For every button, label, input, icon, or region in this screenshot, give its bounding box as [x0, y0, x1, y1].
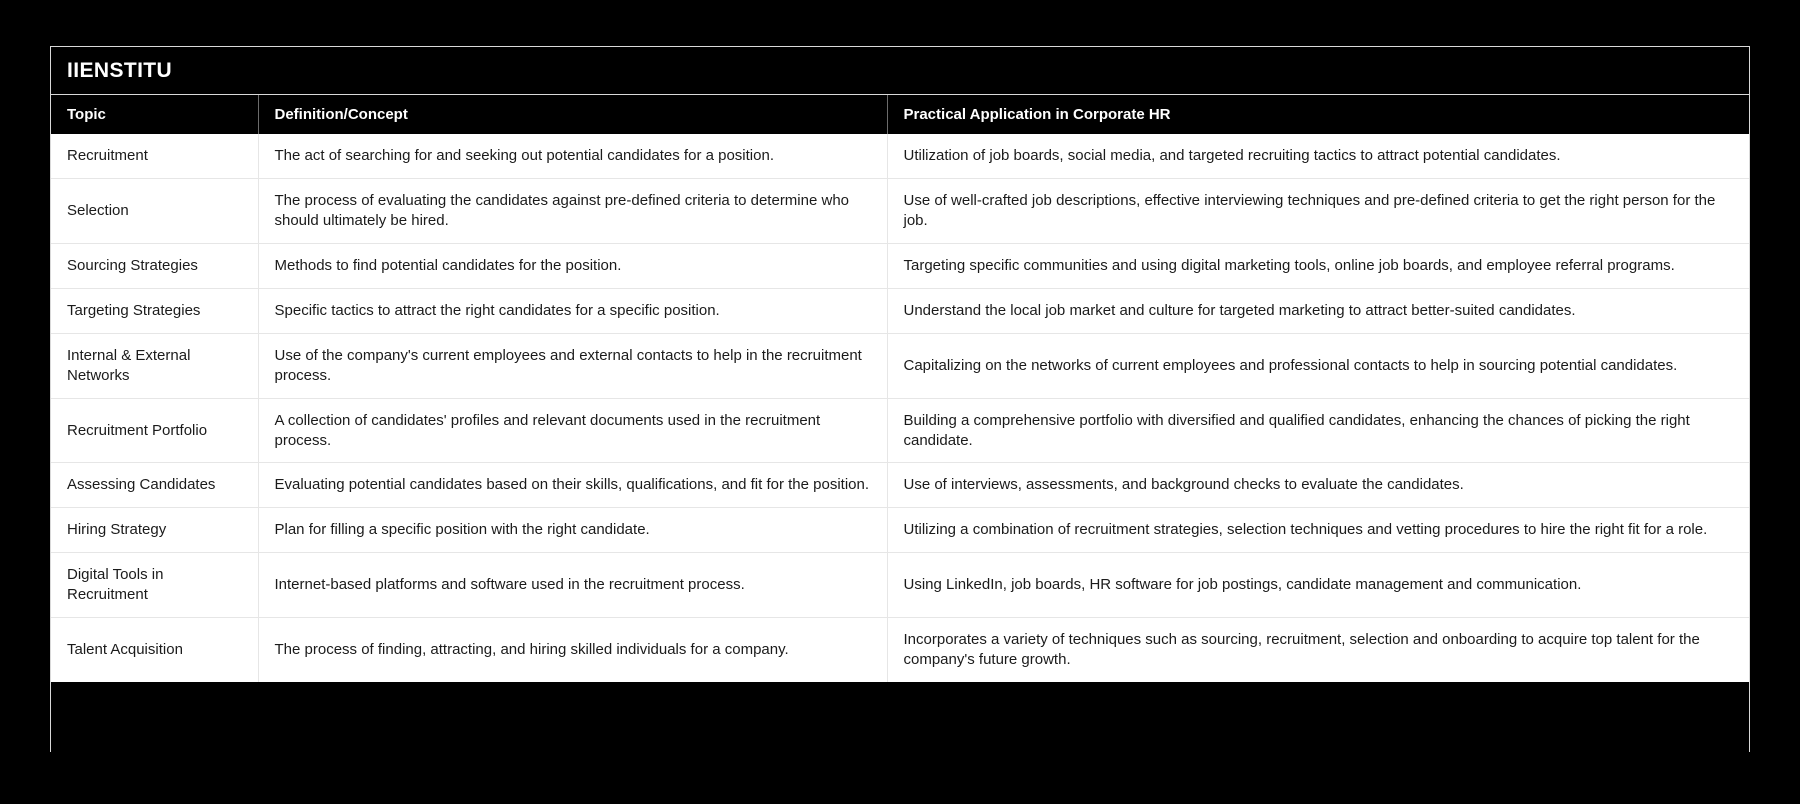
cell-definition: Evaluating potential candidates based on their skills, qualifications, and fit for the position.: [258, 463, 887, 508]
cell-application: Building a comprehensive portfolio with diversified and qualified candidates, enhancing the chances of picking the right candidate.: [887, 398, 1749, 463]
cell-topic: Recruitment: [51, 134, 258, 178]
cell-definition: The act of searching for and seeking out potential candidates for a position.: [258, 134, 887, 178]
table-row: [51, 243, 1749, 288]
table-row: [51, 288, 1749, 333]
table-row: [51, 508, 1749, 553]
cell-topic: Recruitment Portfolio: [51, 398, 258, 463]
column-header-topic: Topic: [51, 95, 258, 134]
cell-application: Targeting specific communities and using digital marketing tools, online job boards, and employee referral programs.: [887, 243, 1749, 288]
cell-topic: Hiring Strategy: [51, 508, 258, 553]
table-row: [51, 618, 1749, 682]
table-body: [51, 134, 1749, 682]
cell-topic: Sourcing Strategies: [51, 243, 258, 288]
table-row: [51, 333, 1749, 398]
table-header-row: [51, 95, 1749, 134]
table-row: [51, 134, 1749, 178]
table-head: [51, 95, 1749, 134]
cell-definition: Internet-based platforms and software used in the recruitment process.: [258, 553, 887, 618]
cell-topic: Targeting Strategies: [51, 288, 258, 333]
cell-definition: A collection of candidates' profiles and relevant documents used in the recruitment process.: [258, 398, 887, 463]
table-row: [51, 553, 1749, 618]
cell-topic: Digital Tools in Recruitment: [51, 553, 258, 618]
table-row: [51, 398, 1749, 463]
column-header-definition: Definition/Concept: [258, 95, 887, 134]
cell-application: Utilizing a combination of recruitment strategies, selection techniques and vetting procedures to hire the right fit for a role.: [887, 508, 1749, 553]
brand-bar: [51, 47, 1749, 95]
cell-topic: Internal & External Networks: [51, 333, 258, 398]
cell-application: Capitalizing on the networks of current employees and professional contacts to help in sourcing potential candidates.: [887, 333, 1749, 398]
table-card: [50, 46, 1750, 752]
cell-application: Incorporates a variety of techniques such as sourcing, recruitment, selection and onboarding to acquire top talent for the company's future growth.: [887, 618, 1749, 682]
table-row: [51, 178, 1749, 243]
cell-definition: Plan for filling a specific position with the right candidate.: [258, 508, 887, 553]
cell-application: Use of interviews, assessments, and background checks to evaluate the candidates.: [887, 463, 1749, 508]
hr-glossary-table: [51, 95, 1749, 682]
cell-definition: Specific tactics to attract the right candidates for a specific position.: [258, 288, 887, 333]
cell-definition: Methods to find potential candidates for the position.: [258, 243, 887, 288]
table-row: [51, 463, 1749, 508]
cell-topic: Talent Acquisition: [51, 618, 258, 682]
cell-definition: The process of evaluating the candidates against pre-defined criteria to determine who should ultimately be hired.: [258, 178, 887, 243]
column-header-application: Practical Application in Corporate HR: [887, 95, 1749, 134]
cell-application: Utilization of job boards, social media, and targeted recruiting tactics to attract potential candidates.: [887, 134, 1749, 178]
cell-topic: Assessing Candidates: [51, 463, 258, 508]
brand-title: IIENSTITU: [67, 58, 173, 82]
cell-topic: Selection: [51, 178, 258, 243]
cell-definition: The process of finding, attracting, and hiring skilled individuals for a company.: [258, 618, 887, 682]
cell-application: Use of well-crafted job descriptions, effective interviewing techniques and pre-defined criteria to get the right person for the job.: [887, 178, 1749, 243]
cell-application: Using LinkedIn, job boards, HR software for job postings, candidate management and communication.: [887, 553, 1749, 618]
cell-application: Understand the local job market and culture for targeted marketing to attract better-suited candidates.: [887, 288, 1749, 333]
cell-definition: Use of the company's current employees and external contacts to help in the recruitment process.: [258, 333, 887, 398]
